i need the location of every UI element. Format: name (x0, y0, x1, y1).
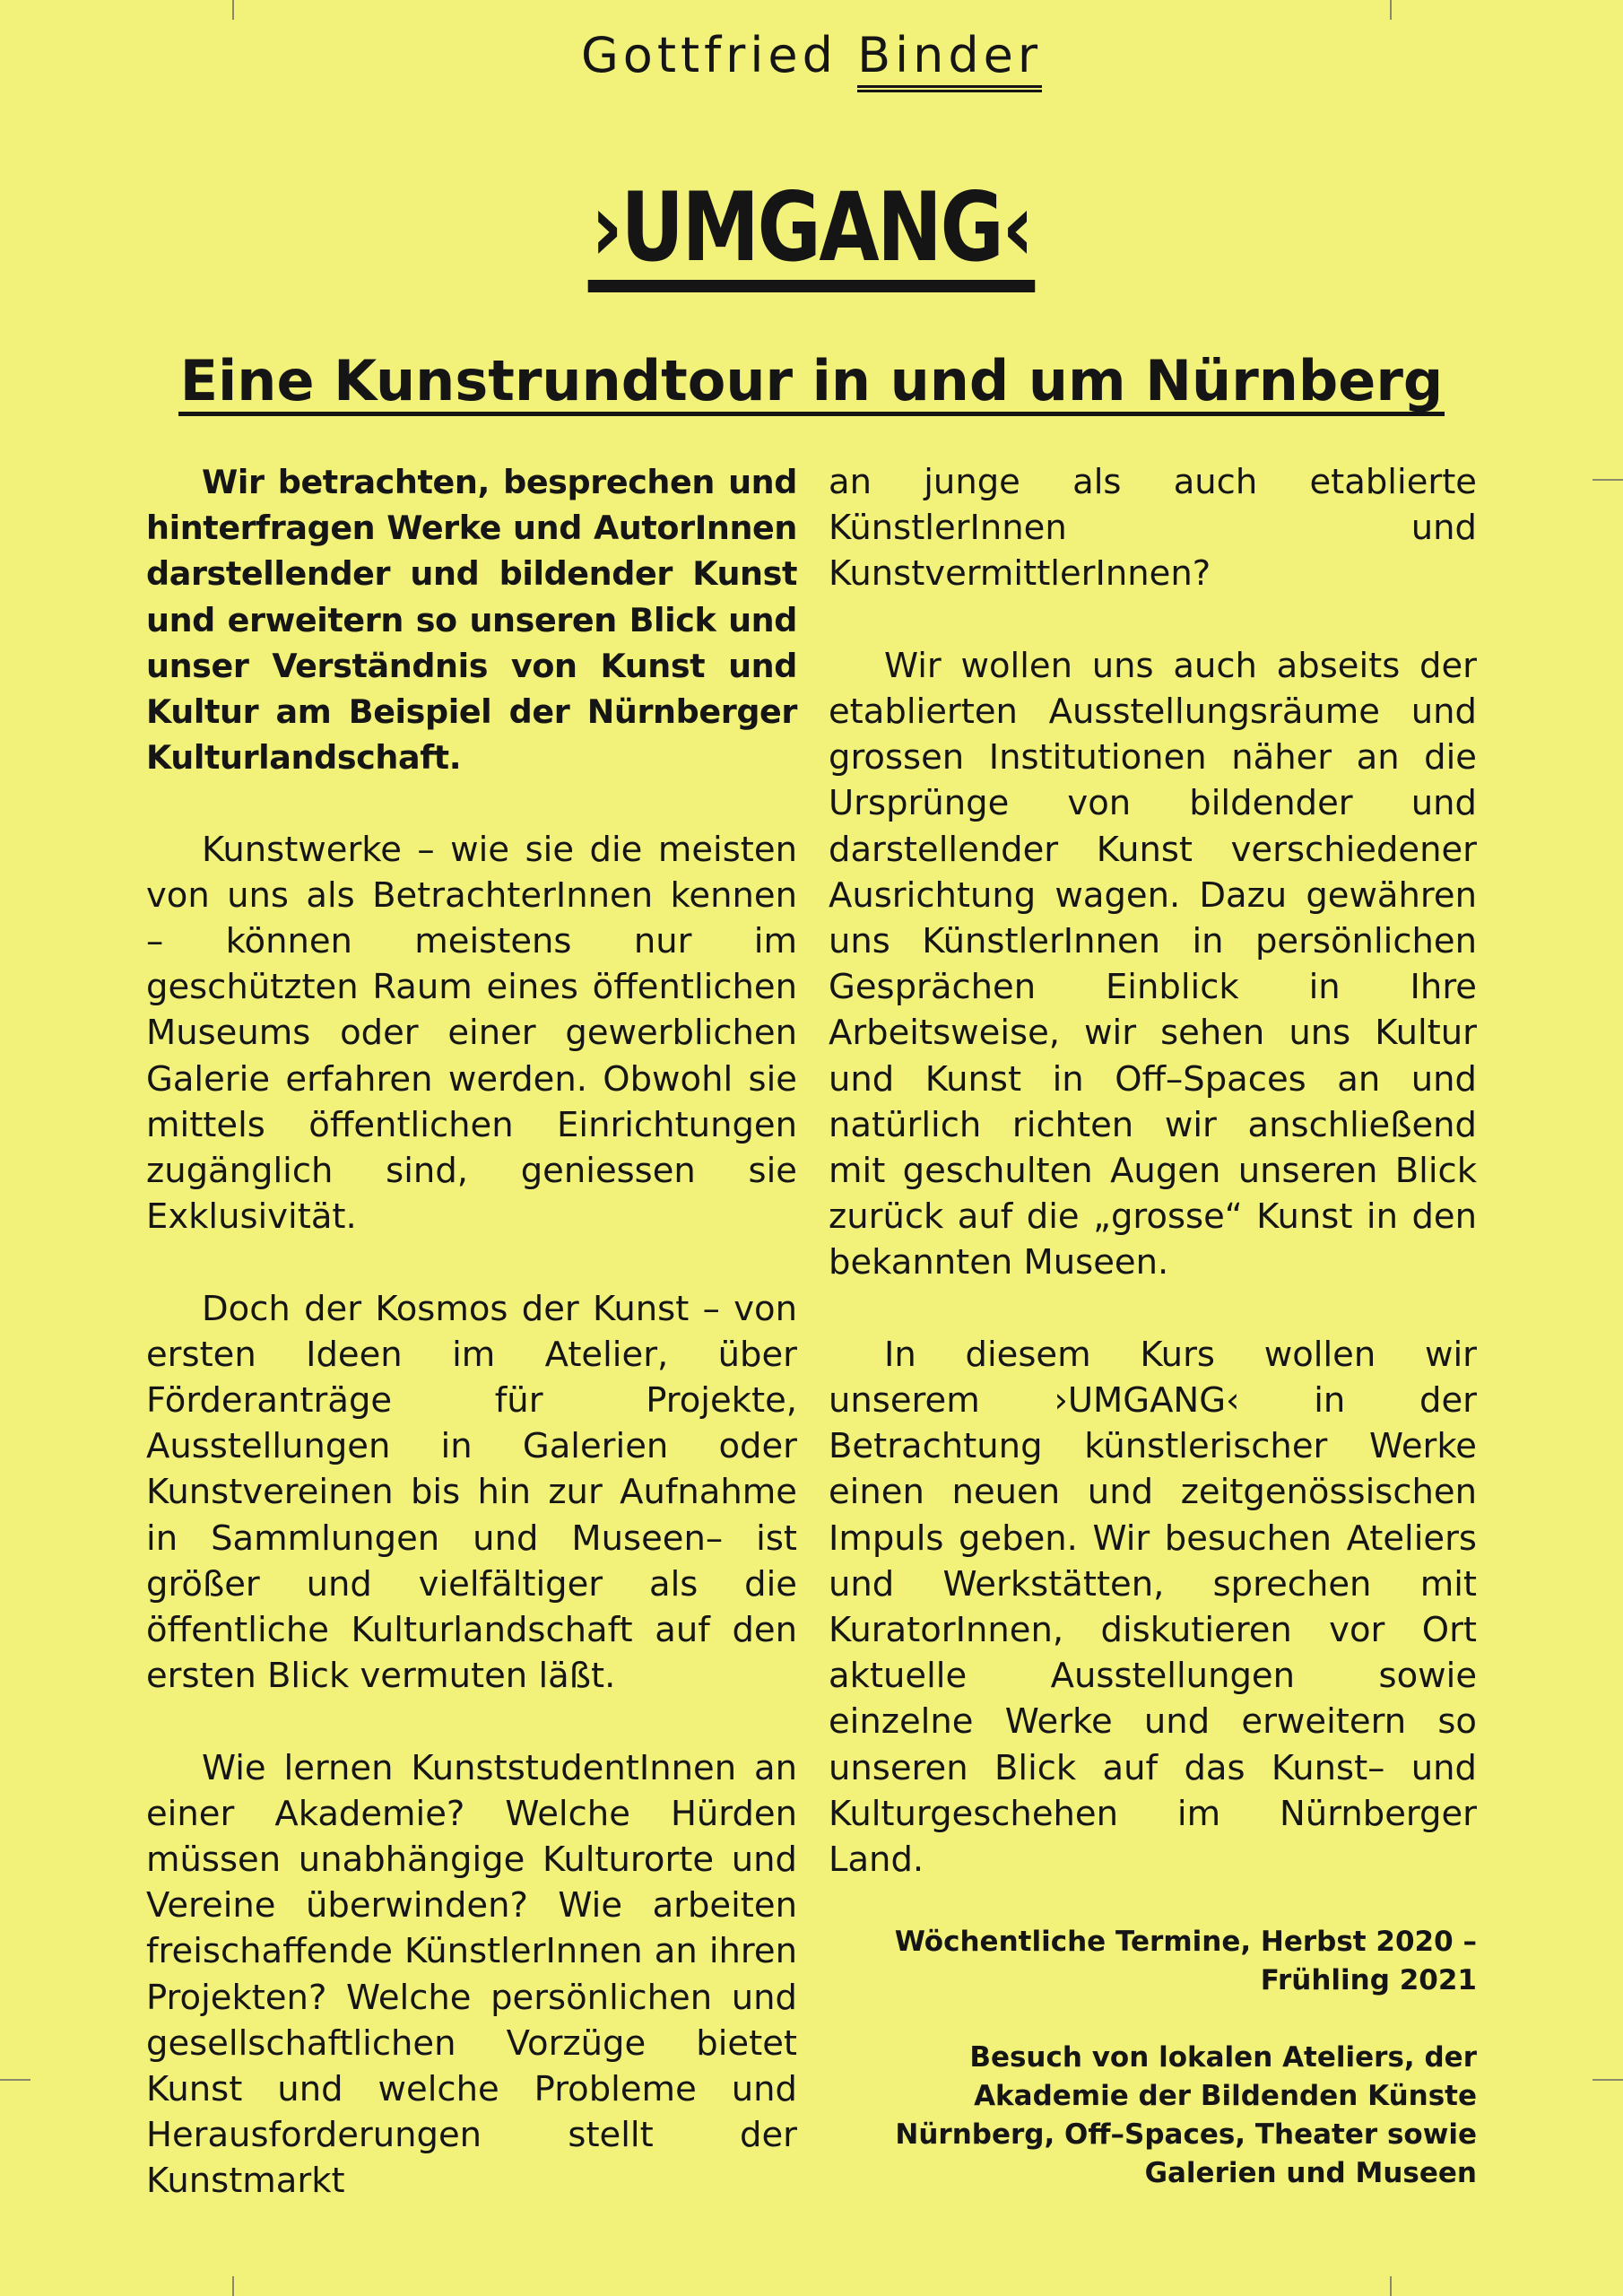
title-text: ›UMGANG‹ (588, 179, 1035, 292)
left-column (146, 459, 797, 2250)
author-name (0, 27, 1623, 92)
crop-mark (1593, 2079, 1623, 2081)
crop-mark (1390, 2276, 1392, 2296)
body-paragraph: Doch der Kosmos der Kunst – von ersten Ideen im Atelier, über Förderanträge für Projekte, Ausstellungen in Galerien oder Kunstvereinen bis hin zur Aufnahme in Sammlungen und Museen– ist größer und vielfältiger als die öffentliche Kulturlandschaft auf den ersten Blick vermuten läßt. (146, 1288, 797, 1697)
page-subtitle (0, 348, 1623, 416)
body-paragraph: Wie lernen KunststudentInnen an einer Akademie? Welche Hürden müssen unabhängige Kulturorte und Vereine überwinden? Wie arbeiten freischaffende KünstlerInnen an ihren Projekten? Welche persönlichen und gesellschaftlichen Vorzüge bietet Kunst und welche Probleme und Herausforderungen stellt der Kunstmarkt (146, 1747, 797, 2202)
right-column (829, 459, 1477, 2231)
crop-mark (232, 2276, 234, 2296)
author-last-name: Binder (857, 28, 1042, 92)
subtitle-text: Eine Kunstrundtour in und um Nürnberg (178, 352, 1445, 416)
body-paragraph: Wir wollen uns auch abseits der etablierten Ausstellungsräume und grossen Institutionen näher an die Ursprünge von bildender und darstellender Kunst verschiedener Ausrichtung wagen. Dazu gewähren uns KünstlerInnen in persönlichen Gesprächen Einblick in Ihre Arbeitsweise, wir sehen uns Kultur und Kunst in Off–Spaces an und natürlich richten wir anschließend mit geschulten Augen unseren Blick zurück auf die „grosse“ Kunst in den bekannten Museen. (829, 645, 1477, 1283)
intro-paragraph: Wir betrachten, besprechen und hinterfragen Werke und AutorInnen darstellender und bildender Kunst und erweitern so unseren Blick und unser Verständnis von Kunst und Kultur am Beispiel der Nürnberger Kulturlandschaft. (146, 463, 797, 778)
crop-mark (0, 2079, 30, 2081)
body-paragraph: In diesem Kurs wollen wir unserem ›UMGANG‹ in der Betrachtung künstlerischer Werke einen neuen und zeitgenössischen Impuls geben. Wir besuchen Ateliers und Werkstätten, sprechen mit KuratorInnen, diskutieren vor Ort aktuelle Ausstellungen sowie einzelne Werke und erweitern so unseren Blick auf das Kunst– und Kulturgeschehen im Nürnberger Land. (829, 1334, 1477, 1881)
crop-mark (1593, 479, 1623, 481)
schedule-note: Wöchentliche Termine, Herbst 2020 – Frühling 2021 (894, 1926, 1477, 1997)
page-title (0, 172, 1623, 292)
body-paragraph: an junge als auch etablierte KünstlerInnen und KunstvermittlerInnen? (829, 462, 1477, 595)
author-first-name: Gottfried (580, 27, 838, 83)
visits-note: Besuch von lokalen Ateliers, der Akademie der Bildenden Künste Nürnberg, Off–Spaces, Theater sowie Galerien und Museen (895, 2041, 1477, 2190)
crop-mark (232, 0, 234, 20)
crop-mark (1390, 0, 1392, 20)
body-paragraph: Kunstwerke – wie sie die meisten von uns als BetrachterInnen kennen – können meistens nur im geschützten Raum eines öffentlichen Museums oder einer gewerblichen Galerie erfahren werden. Obwohl sie mittels öffentlichen Einrichtungen zugänglich sind, geniessen sie Exklusivität. (146, 829, 797, 1238)
